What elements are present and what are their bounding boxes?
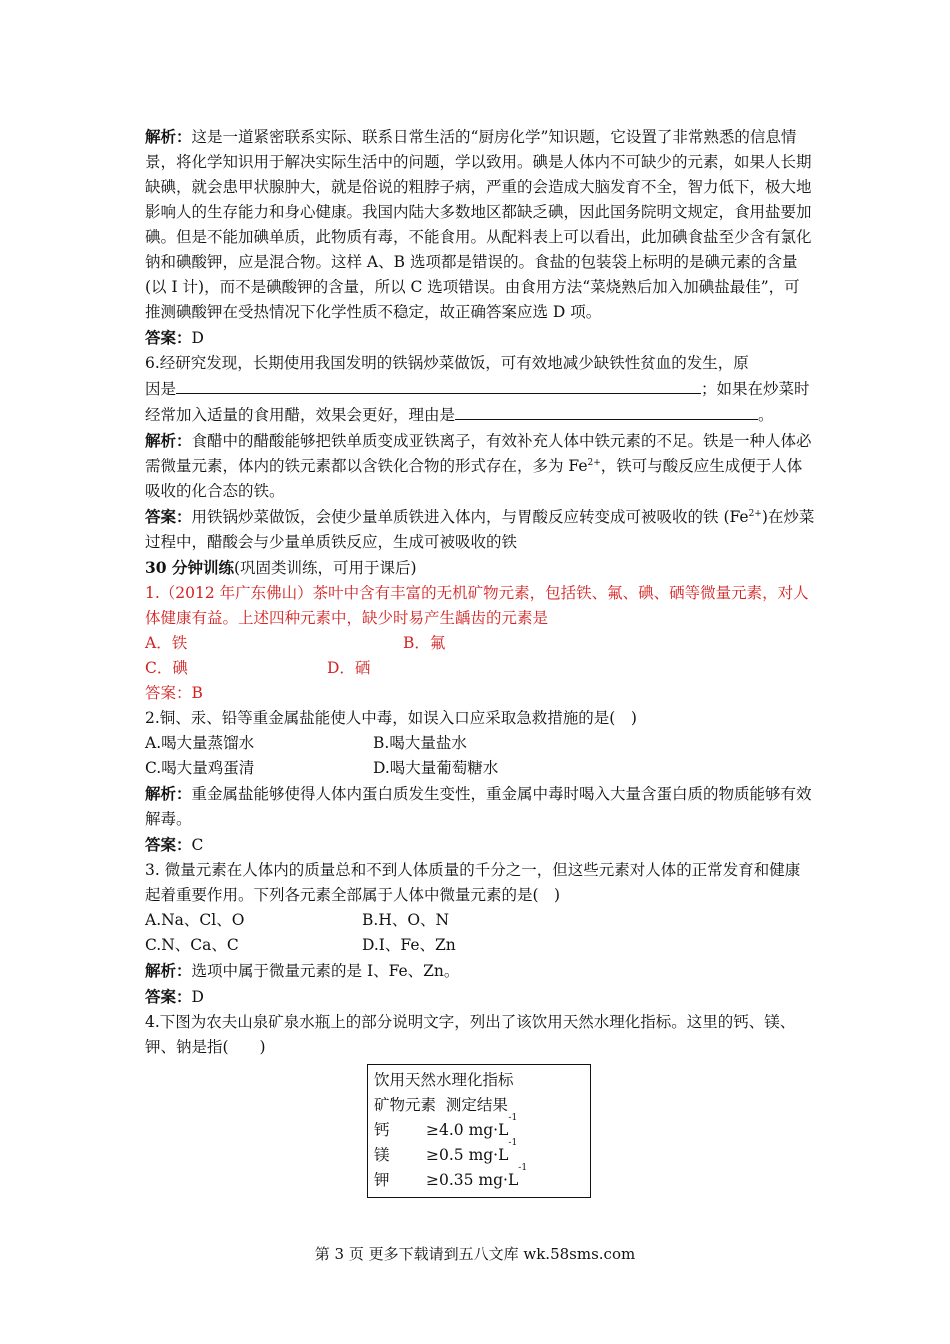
analysis-label: 解析： (145, 784, 192, 803)
q3-analysis-text: 选项中属于微量元素的是 I、Fe、Zn。 (191, 962, 460, 980)
answer-label: 答案： (145, 328, 192, 347)
q2-option-d[interactable]: D.喝大量葡萄糖水 (373, 759, 499, 777)
answer-label: 答案： (145, 835, 192, 854)
table-cell-element: 钾 (374, 1171, 390, 1189)
q6-answer (145, 504, 815, 555)
analysis-label: 解析： (145, 961, 192, 980)
q6-analysis-b: ，铁可与酸反应生成便于人体吸收的化合态的铁。 (145, 457, 803, 500)
table-cell-element: 钙 (374, 1121, 390, 1139)
page-footer: 第 3 页 更多下载请到五八文库 wk.58sms.com (314, 1245, 636, 1263)
analysis-label: 解析： (145, 431, 192, 450)
superscript: 2+ (587, 457, 601, 468)
q3-answer (145, 984, 815, 1010)
question-6-line3 (145, 402, 815, 428)
q3-option-b[interactable]: B.H、O、N (362, 911, 450, 929)
table-cell-value: ≥0.35 mg·L (426, 1171, 519, 1189)
q1-answer: 答案：B (145, 684, 203, 702)
table-row (374, 1138, 584, 1168)
section-subtitle: (巩固类训练，可用于课后) (233, 559, 417, 577)
q3-analysis (145, 958, 815, 984)
q3-options-row-1 (145, 908, 815, 933)
superscript: -1 (508, 1138, 518, 1148)
q6-text-a: 因是 (145, 380, 177, 398)
q3-option-d[interactable]: D.I、Fe、Zn (362, 936, 456, 954)
superscript: -1 (518, 1163, 528, 1173)
q1-option-b[interactable]: B．氟 (403, 634, 446, 652)
q6-text-c: 经常加入适量的食用醋，效果会更好，理由是 (145, 406, 456, 424)
superscript: -1 (508, 1113, 518, 1123)
analysis-text: 这是一道紧密联系实际、联系日常生活的“厨房化学”知识题，它设置了非常熟悉的信息情景，将化学知识用于解决实际生活中的问题，学以致用。碘是人体内不可缺少的元素，如果人长期缺碘，就会患甲状腺肿大，就是俗说的粗脖子病，严重的会造成大脑发育不全，智力低下，极大地影响人的生存能力和身心健康。我国内陆大多数地区都缺乏碘，因此国务院明文规定，食用盐要加碘。但是不能加碘单质，此物质有毒，不能食用。从配料表上可以看出，此加碘食盐至少含有氯化钠和碘酸钾，应是混合物。这样 A、B 选项都是错误的。食盐的包装袋上标明的是碘元素的含量(以 I 计)，而不是碘酸钾的含量，所以 C 选项错误。由食用方法“菜烧熟后加入加碘盐最佳”，可推测碘酸钾在受热情况下化学性质不稳定，故正确答案应选 D 项。 (145, 128, 812, 321)
table-cell-value: ≥0.5 mg·L (426, 1146, 509, 1164)
question-4-stem: 4.下图为农夫山泉矿泉水瓶上的部分说明文字，列出了该饮用天然水理化指标。这里的钙、镁、钾、钠是指( ) (145, 1013, 796, 1056)
q2-option-b[interactable]: B.喝大量盐水 (373, 734, 467, 752)
question-2-stem: 2.铜、汞、铅等重金属盐能使人中毒，如误入口应采取急救措施的是( ) (145, 709, 637, 727)
section-title: 30 分钟训练 (145, 558, 234, 577)
mineral-water-table (367, 1064, 591, 1198)
answer-value: D (191, 988, 204, 1006)
question-6-line2 (145, 376, 815, 402)
q2-option-c[interactable]: C.喝大量鸡蛋清 (145, 759, 255, 777)
q6-answer-a: 用铁锅炒菜做饭，会使少量单质铁进入体内，与胃酸反应转变成可被吸收的铁 (Fe (191, 508, 749, 526)
answer-label: 答案： (145, 507, 192, 526)
answer-label: 答案： (145, 987, 192, 1006)
table-row (374, 1163, 584, 1193)
answer-line (145, 325, 815, 351)
table-title: 饮用天然水理化指标 (374, 1071, 514, 1089)
q3-options-row-2 (145, 933, 815, 958)
table-header: 矿物元素 测定结果 (374, 1096, 508, 1114)
document-page (145, 124, 815, 1198)
q1-options-row-1 (145, 631, 815, 656)
q1-option-c[interactable]: C．碘 (145, 659, 188, 677)
q3-option-c[interactable]: C.N、Ca、C (145, 936, 239, 954)
q6-blank-2[interactable] (455, 402, 758, 420)
table-cell-value: ≥4.0 mg·L (426, 1121, 509, 1139)
answer-value: D (191, 329, 204, 347)
q1-option-d[interactable]: D．硒 (327, 659, 371, 677)
q1-options-row-2 (145, 656, 815, 681)
q1-option-a[interactable]: A．铁 (145, 634, 188, 652)
q6-analysis-a: 食醋中的醋酸能够把铁单质变成亚铁离子，有效补充人体中铁元素的不足。铁是一种人体必需微量元素，体内的铁元素都以含铁化合物的形式存在，多为 Fe (145, 432, 812, 475)
q6-blank-1[interactable] (176, 376, 701, 394)
table-row (374, 1113, 584, 1143)
answer-value: C (191, 836, 204, 854)
q2-analysis-text: 重金属盐能够使得人体内蛋白质发生变性，重金属中毒时喝入大量含蛋白质的物质能够有效解毒。 (145, 785, 812, 828)
q2-options-row-2 (145, 756, 815, 781)
section-heading (145, 555, 815, 581)
q2-options-row-1 (145, 731, 815, 756)
analysis-label: 解析： (145, 127, 192, 146)
q6-text-b: ；如果在炒菜时 (701, 380, 810, 398)
question-6-line1: 6.经研究发现，长期使用我国发明的铁锅炒菜做饭，可有效地减少缺铁性贫血的发生，原 (145, 354, 749, 372)
question-1-stem: 1.（2012 年广东佛山）茶叶中含有丰富的无机矿物元素，包括铁、氟、碘、硒等微量元素，对人体健康有益。上述四种元素中，缺少时易产生龋齿的元素是 (145, 584, 809, 627)
table-cell-element: 镁 (374, 1146, 390, 1164)
q2-answer (145, 832, 815, 858)
question-3-stem: 3. 微量元素在人体内的质量总和不到人体质量的千分之一，但这些元素对人体的正常发育和健康起着重要作用。下列各元素全部属于人体中微量元素的是( ) (145, 861, 801, 904)
q3-option-a[interactable]: A.Na、Cl、O (145, 911, 245, 929)
q6-answer-b: )在炒菜过程中，醋酸会与少量单质铁反应，生成可被吸收的铁 (145, 508, 815, 551)
analysis-paragraph (145, 124, 815, 325)
q6-analysis (145, 428, 815, 504)
q2-option-a[interactable]: A.喝大量蒸馏水 (145, 734, 255, 752)
q2-analysis (145, 781, 815, 832)
superscript: 2+ (748, 508, 762, 519)
q6-text-d: 。 (758, 406, 774, 424)
